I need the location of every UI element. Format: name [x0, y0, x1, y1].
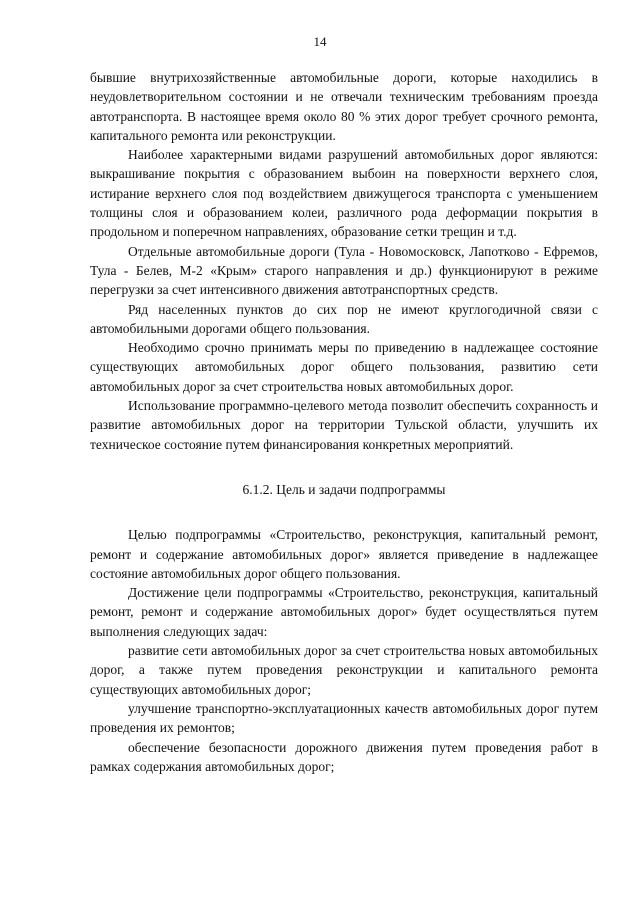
page-number: 14: [313, 34, 327, 49]
list-item-task-network-development: развитие сети автомобильных дорог за счет строительства новых автомобильных дорог, а также путем проведения реконструкции и капитального ремонта существующих автомобильных дорог;: [90, 643, 598, 697]
paragraph-continuation: бывшие внутрихозяйственные автомобильные дороги, которые находились в неудовлетворительном состоянии и не отвечали техническим требованиям проезда автотранспорта. В настоящее время около 80 % этих дорог требует срочного ремонта, капитального ремонта или реконструкции.: [90, 70, 598, 143]
document-body: [90, 68, 598, 776]
paragraph-subprogram-goal: Целью подпрограммы «Строительство, реконструкция, капитальный ремонт, ремонт и содержание автомобильных дорог» является приведение в надлежащее состояние автомобильных дорог общего пользования.: [90, 527, 598, 581]
paragraph-goal-achievement: Достижение цели подпрограммы «Строительство, реконструкция, капитальный ремонт, ремонт и содержание автомобильных дорог» будет осуществляться путем выполнения следующих задач:: [90, 585, 598, 639]
section-heading: 6.1.2. Цель и задачи подпрограммы: [242, 481, 446, 497]
paragraph-program-method: Использование программно-целевого метода позволит обеспечить сохранность и развитие автомобильных дорог на территории Тульской области, улучшить их техническое состояние путем финансирования конкретных мероприятий.: [90, 398, 598, 452]
list-item-task-quality-improvement: улучшение транспортно-эксплуатационных качеств автомобильных дорог путем проведения их ремонтов;: [90, 700, 598, 736]
paragraph-urgent-measures: Необходимо срочно принимать меры по приведению в надлежащее состояние существующих автомобильных дорог общего пользования, развитию сети автомобильных дорог за счет строительства новых автомобильных дорог.: [90, 340, 598, 394]
paragraph-road-damage-types: Наиболее характерными видами разрушений автомобильных дорог являются: выкрашивание покрытия с образованием выбоин на поверхности верхнего слоя, истирание верхнего слоя под воздействием движущегося транспорта с уменьшением толщины слоя и образованием колеи, различного рода деформации покрытия в продольном и поперечном направлениях, образование сетки трещин и т.д.: [90, 147, 598, 240]
paragraph-overloaded-roads: Отдельные автомобильные дороги (Тула - Новомосковск, Лапотково - Ефремов, Тула - Белев, М-2 «Крым» старого направления и др.) функционируют в режиме перегрузки за счет интенсивного движения автотранспортных средств.: [90, 243, 598, 298]
paragraph-settlements-connection: Ряд населенных пунктов до сих пор не имеют круглогодичной связи с автомобильными дорогами общего пользования.: [90, 301, 598, 336]
list-item-task-traffic-safety: обеспечение безопасности дорожного движения путем проведения работ в рамках содержания автомобильных дорог;: [90, 739, 598, 774]
